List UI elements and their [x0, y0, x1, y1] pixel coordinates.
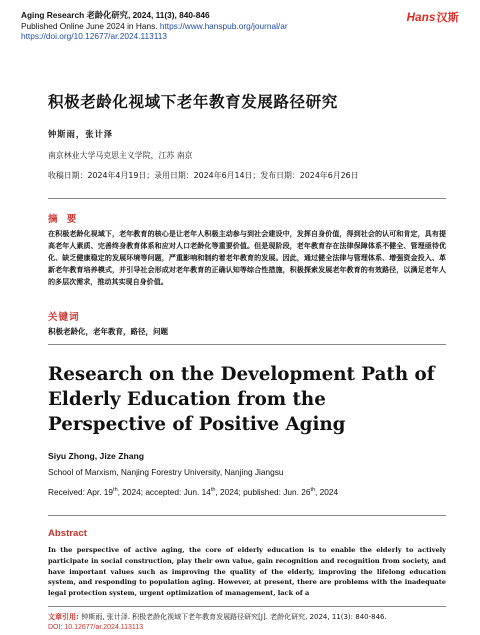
received-date: Received: Apr. 19 [48, 487, 114, 497]
zh-abstract-heading: 摘 要 [48, 214, 80, 225]
zh-abstract: 在积极老龄化视域下，老年教育的核心是让老年人积极主动参与到社会建设中，发挥自身价值，得到社会的认可和肯定，具有提高老年人素质、完善终身教育体系和应对人口老龄化等重要价值。但是现阶段，老年教育存在法律保障体系不健全、管理亟待优化、缺乏健康稳定的发展环境等问题，严重影响和制约着老年教育的发展。因此，通过健全法律与管理体系、增强资金投入、革新老年教育培养模式，并引导社会形成对老年教育的正确认知等综合性措施，积极探索发展老年教育的有效路径，以满足老年人的多层次需求，推动其实现自身价值。 [48, 229, 446, 287]
date-suffix: th [310, 487, 316, 494]
citation-doi[interactable]: DOI: 10.12677/ar.2024.113113 [48, 623, 144, 631]
divider [48, 606, 446, 607]
date-year: , 2024 [315, 487, 339, 497]
zh-keywords: 积极老龄化，老年教育，路径，问题 [48, 327, 168, 336]
en-abstract: In the perspective of active aging, the core of elderly education is to enable the elderly to actively participate in social construction, play their own value, gain recognition and recognition from society, and have important values such as improving the quality of the elderly, improving the lifelong education system, and responding to population aging. However, at present, there are problems with the inadequate legal protection system, urgent optimization of management, lack of a [48, 546, 446, 598]
citation-label: 文章引用: [48, 613, 82, 621]
zh-authors: 钟斯雨，张计泽 [48, 129, 114, 139]
en-title: Research on the Development Path of Elderly Education from the Perspective of Positive Aging [48, 364, 435, 435]
journal-header [21, 10, 461, 42]
en-dates [48, 487, 338, 497]
journal-line: Aging Research 老龄化研究, 2024, 11(3), 840-846 [21, 10, 210, 20]
doi-link[interactable]: https://doi.org/10.12677/ar.2024.113113 [21, 31, 167, 42]
en-authors: Siyu Zhong, Jize Zhang [48, 451, 144, 461]
zh-keywords-heading: 关键词 [48, 312, 80, 323]
logo-text: Hans [406, 12, 436, 24]
accepted-date: , 2024; accepted: Jun. 14 [117, 487, 211, 497]
published-date: , 2024; published: Jun. 26 [215, 487, 311, 497]
citation-line [48, 612, 387, 623]
divider [48, 198, 446, 199]
zh-title: 积极老龄化视域下老年教育发展路径研究 [48, 93, 338, 111]
date-suffix: th [113, 487, 118, 494]
en-abstract-heading: Abstract [48, 528, 87, 539]
citation-block [48, 612, 387, 633]
divider [48, 344, 446, 345]
zh-affiliation: 南京林业大学马克思主义学院，江苏 南京 [48, 151, 193, 160]
en-affiliation: School of Marxism, Nanjing Forestry University, Nanjing Jiangsu [48, 467, 284, 477]
divider [48, 515, 446, 516]
date-suffix: th [210, 487, 216, 494]
citation-text: 钟斯雨, 张计泽. 积极老龄化视域下老年教育发展路径研究[J]. 老龄化研究, 2024, 11(3): 840-846. [81, 613, 387, 621]
zh-dates: 收稿日期：2024年4月19日；录用日期：2024年6月14日；发布日期：2024年6月26日 [48, 171, 359, 180]
logo-cn-text: 汉斯 [436, 12, 459, 24]
published-line [21, 21, 461, 32]
published-text: Published Online June 2024 in Hans. [21, 20, 160, 31]
hans-logo [407, 9, 459, 25]
journal-link[interactable]: https://www.hanspub.org/journal/ar [159, 20, 288, 31]
doi-line [21, 31, 461, 42]
